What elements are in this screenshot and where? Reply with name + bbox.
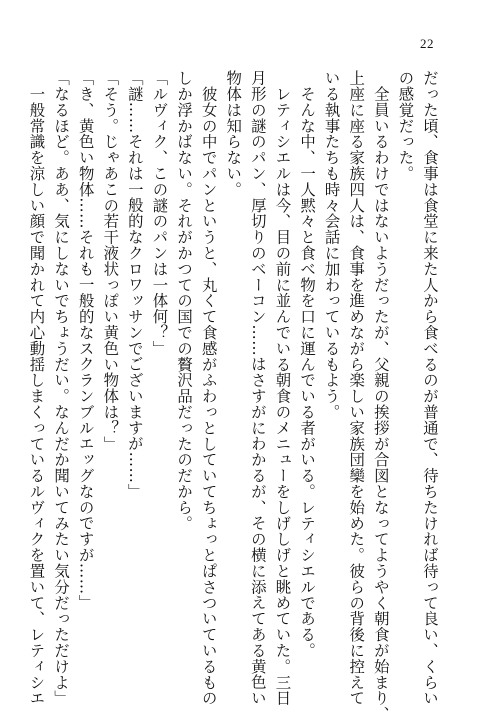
dialogue-line: 「き、黄色い物体……それも一般的なスクランブルエッグなのですが……」 bbox=[76, 70, 95, 611]
text-line: しか浮かばない。それがかつての国での贅沢品だったのだから。 bbox=[175, 70, 194, 532]
page-number: 22 bbox=[420, 36, 434, 51]
dialogue-line: 「ルヴィク、この謎のパンは一体何？」 bbox=[150, 70, 169, 357]
text-line: 月形の謎のパン、厚切りのベーコン……はさすがにわかるが、その横に添えてある黄色い bbox=[248, 70, 267, 706]
text-line: 全員いるわけではないようだったが、父親の挨拶が合図となってようやく朝食が始まり、 bbox=[371, 70, 390, 722]
text-line: だった頃、食事は食堂に来た人から食べるのが普通で、待ちたければ待って良い、くらい bbox=[421, 70, 439, 706]
text-line: 彼女の中でパンというと、丸くて食感がふわっとしていてちょっとぱさついているもの bbox=[199, 70, 218, 706]
text-line: 上座に座る家族四人は、食事を進めながら楽しい家族団欒を始めた。彼らの背後に控えて bbox=[347, 70, 366, 706]
dialogue-line: 「そう。じゃあこの若干液状っぽい黄色い物体は？」 bbox=[101, 70, 120, 452]
dialogue-line: 「なるほど。ああ、気にしないでちょうだい。なんだか聞いてみたい気分だっただけよ」 bbox=[52, 70, 71, 706]
text-line: レティシエルは今、目の前に並んでいる朝食のメニューをしげしげと眺めていた。三日 bbox=[273, 70, 292, 706]
vertical-text-body bbox=[27, 70, 442, 722]
text-line: の感覚だった。 bbox=[396, 70, 415, 182]
dialogue-line: 「謎……それは一般的なクロワッサンでございますが……」 bbox=[125, 70, 144, 500]
text-line: いる執事たちも時々会話に加わっているもよう。 bbox=[322, 70, 341, 420]
text-line: 物体は知らない。 bbox=[224, 70, 243, 198]
text-line: 一般常識を涼しい顔で聞かれて内心動揺しまくっているルヴィクを置いて、レティシエ bbox=[27, 70, 46, 706]
text-line: そんな中、一人黙々と食べ物を口に運んでいる者がいる。レティシエルである。 bbox=[298, 70, 317, 659]
